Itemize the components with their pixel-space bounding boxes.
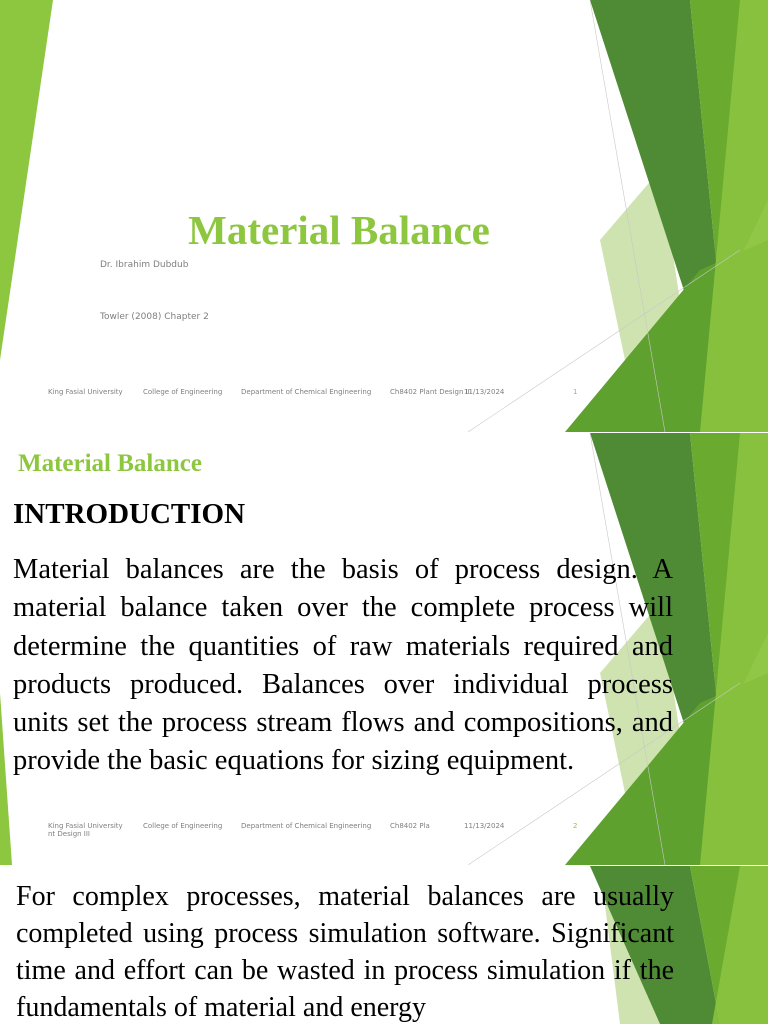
- left-green-shard-bottom: [0, 693, 12, 865]
- left-green-shard: [0, 433, 20, 493]
- footer-course: Ch8402 Plant Design III: [390, 388, 472, 396]
- footer-university: [48, 822, 123, 838]
- footer-college: College of Engineering: [143, 822, 223, 830]
- footer-university: King Fasial University: [48, 388, 123, 396]
- slide-3: [0, 866, 768, 1024]
- page-number: 1: [573, 388, 578, 396]
- author-text: Dr. Ibrahim Dubdub: [100, 260, 189, 270]
- slide-title: Material Balance: [18, 450, 202, 477]
- slide-1: [0, 0, 768, 432]
- footer-department: Department of Chemical Engineering: [241, 822, 372, 830]
- slide-title: Material Balance: [188, 207, 490, 253]
- section-heading: INTRODUCTION: [13, 498, 246, 530]
- footer-date: 11/13/2024: [464, 388, 505, 396]
- body-paragraph: For complex processes, material balances are usually completed using process simulation software. Significant time and effort can be wasted in process simulation if the fundamentals of material and energy: [16, 881, 674, 1023]
- footer-college: College of Engineering: [143, 388, 223, 396]
- left-green-shard: [0, 0, 53, 360]
- footer-course: Ch8402 Pla: [390, 822, 430, 830]
- footer-department: Department of Chemical Engineering: [241, 388, 372, 396]
- slide-2: [0, 433, 768, 865]
- page-number: 2: [573, 822, 578, 830]
- footer-university-line2: nt Design III: [48, 830, 90, 838]
- footer-university-line1: King Fasial University: [48, 822, 123, 830]
- reference-text: Towler (2008) Chapter 2: [100, 312, 209, 322]
- body-paragraph: Material balances are the basis of process design. A material balance taken over the complete process will determine the quantities of raw materials required and products produced. Balances over individual process units set the process stream flows and compositions, and provide the basic equations for sizing equipment.: [13, 554, 673, 777]
- footer-date: 11/13/2024: [464, 822, 505, 830]
